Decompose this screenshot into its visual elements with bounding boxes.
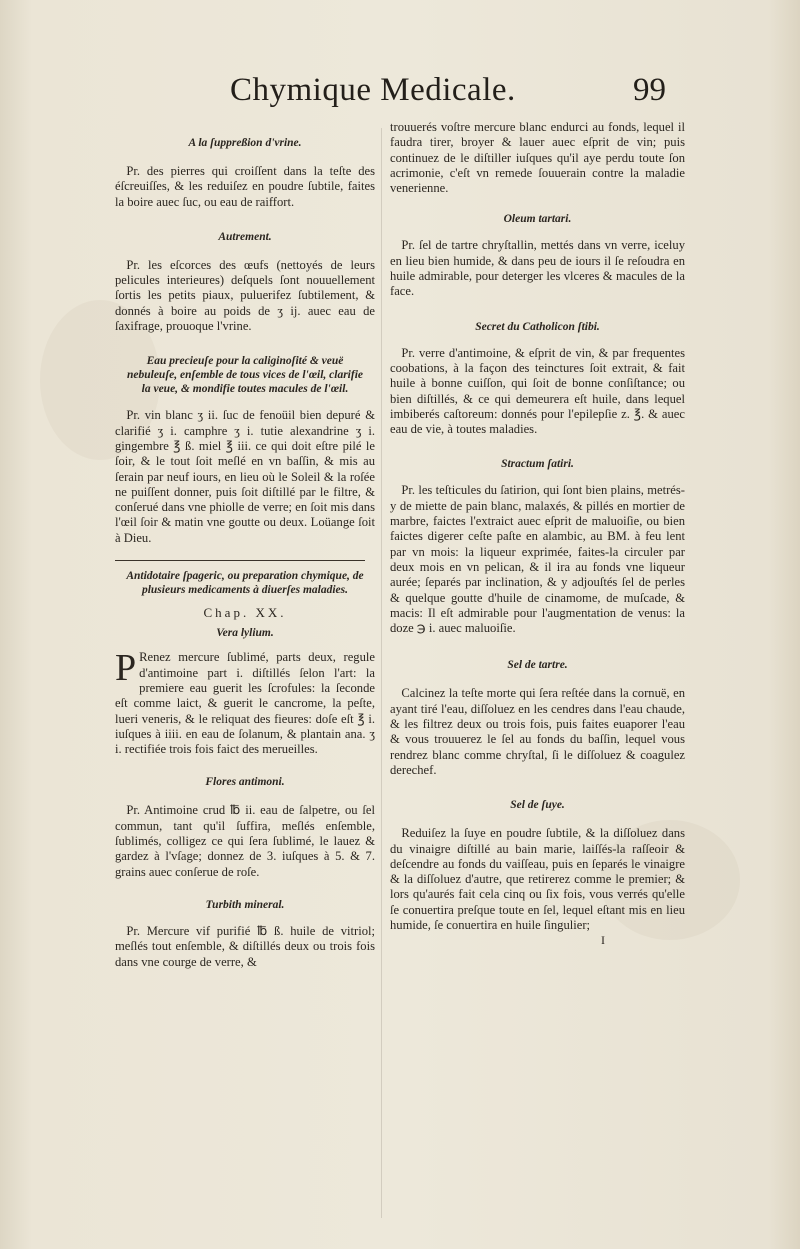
- recipe-text: Pr. ſel de tartre chryſtallin, mettés dans vn verre, iceluy en lieu bien humide, & dans peu de iours il ſe reſoudra en huile admirable, pour deterger les vlceres & macules de la face.: [390, 238, 685, 299]
- recipe-text: Pr. verre d'antimoine, & eſprit de vin, & par frequentes coobations, à la façon des teinctures ſoit extrait, & fait huile à bonne cuiſſon, qui ſoit de bonne conſiſtance; ou bien diſtillés, & ce qui demeurera eſt huile, dans lequel imbiberés caſtoreum: donnés pour l'epilepſie z. ℥. & auec eau de vie, à toutes maladies.: [390, 345, 685, 437]
- recipe-text: Pr. les eſcorces des œufs (nettoyés de leurs pelicules interieures) deſquels ſont nouuellement ſortis les petits piaux, puluerifez ſubtilement, & donnés à boire au poids de ʒ ij. auec eau de ſaxifrage, prouoque l'vrine.: [115, 257, 375, 334]
- right-column: [390, 120, 685, 949]
- page-number: 99: [633, 72, 666, 108]
- recipe-text: Calcinez la teſte morte qui ſera reſtée dans la cornuë, en ayant tiré l'eau, diſſoluez en les cendres dans l'eau chaude, & les filtrez deux ou trois fois, puis faites euaporer l'eau & vous trouuerez le ſel au fonds du baſſin, lequel vous rendrez blanc comme chryſtal, ſi le diſſoluez & coagulez derechef.: [390, 686, 685, 777]
- section-heading: Antidotaire ſpageric, ou preparation chymique, de plusieurs medicaments à diuerſes maladies.: [126, 570, 364, 597]
- recipe-text: Pr. Mercure vif purifié ℔ ß. huile de vitriol; meſlés tout enſemble, & diſtillés deux ou trois fois dans vne courge de verre, &: [115, 923, 375, 969]
- catchword: I: [601, 933, 605, 948]
- recipe-text: Pr. Antimoine crud ℔ ii. eau de ſalpetre, ou ſel commun, tant qu'il ſuffira, meſlés enſemble, ſublimés, colligez ce qui ſera ſublimé, le lauez & gardez à l'vſage; donnez de 3. iuſques à 5. & 7. grains auec conſerue de roſe.: [115, 803, 375, 879]
- section-rule: [115, 560, 365, 561]
- recipe-text: Pr. vin blanc ʒ ii. ſuc de fenoüil bien depuré & clarifié ʒ i. camphre ʒ i. tutie alexandrine ʒ i. gingembre ℥ ß. miel ℥ iii. ce qui doit eſtre pilé le ſoir, & le tout ſoit meſlé en vn baſſin, & mis au ſerain par neuf iours, en lieu où le Soleil & la roſée ne puiſſent donner, puis ſoit diſtillé par le filtre, & conſerué dans vne phiolle de verre; en ſoit mis dans l'œil ſoir & matin vne goutte ou deux. Loüange ſoit à Dieu.: [115, 408, 375, 545]
- recipe-text: Reduiſez la ſuye en poudre ſubtile, & la diſſoluez dans du vinaigre diſtillé au bain marie, laiſſés-la raſſeoir & deſcendre au fonds du vaiſſeau, puis en ſeparés le vinaigre & la diſſoluez d'autre, que retirerez comme le premier; & lors qu'aurés fait cela cinq ou ſix fois, vous verrés qu'elle ſe conuertira preſque toute en ſel, lequel eſtant mis en lieu humide, ſe conuertira en huile ſingulier;: [390, 826, 685, 932]
- recipe-text: Pr. des pierres qui croiſſent dans la teſte des éſcreuiſſes, & les reduiſez en poudre ſubtile, faites la boire auec ſuc, ou eau de raiffort.: [115, 164, 375, 209]
- section-heading: Autrement.: [218, 230, 272, 243]
- running-title: Chymique Medicale.: [230, 72, 516, 108]
- section-heading: Secret du Catholicon ſtibi.: [475, 320, 600, 333]
- section-heading: Sel de ſuye.: [510, 799, 565, 812]
- section-heading: Flores antimoni.: [205, 776, 285, 789]
- section-heading: Eau precieuſe pour la caliginoſité & veuë nebuleuſe, enſemble de tous vices de l'œil, clarifie la veue, & mondifie toutes macules de l'œil.: [126, 355, 364, 396]
- chapter-heading: Chap. XX.: [203, 605, 287, 621]
- column-divider: [381, 128, 382, 1218]
- section-heading: Sel de tartre.: [507, 659, 568, 672]
- section-heading: Vera lylium.: [216, 627, 274, 640]
- left-column: [115, 120, 375, 970]
- section-heading: Turbith mineral.: [205, 898, 285, 911]
- recipe-text: trouuerés voſtre mercure blanc endurci au fonds, lequel il faudra tirer, broyer & lauer auec eſprit de vin; puis continuez de le diſtiller iuſques qu'il aye perdu toute ſon acrimonie, c'eſt vn remede ſouuerain contre la maladie venerienne.: [390, 120, 685, 196]
- recipe-text: [115, 647, 375, 757]
- running-header: [0, 70, 800, 120]
- recipe-text: Pr. les teſticules du ſatirion, qui ſont bien plains, metrés-y de miette de pain blanc, malaxés, & pillés en mortier de marbre, faictes l'extraict auec eſprit de maluoiſie, ou bien faictes digerer ceſte paſte en alambic, au BM. à feu lent par vn mois: la liqueur exprimée, faites-la circuler par deux mois en vn pelican, & il ira au fonds vne liqueur aurée; ſeparés par inclination, & y adjouſtés ſel de perles & quelque goutte d'huile de cinamome, de muſcade, & macis: Il eſt admirable pour l'augmentation de venus: la doze ℈ i. auec maluoiſie.: [390, 483, 685, 636]
- section-heading: Oleum tartari.: [503, 213, 572, 226]
- drop-cap: P: [115, 647, 137, 690]
- section-heading: A la ſuppreßion d'vrine.: [188, 137, 302, 149]
- recipe-text-body: Renez mercure ſublimé, parts deux, regule d'antimoine part i. diſtillés ſelon l'art: la premiere eau guerit les ſcrofules: la ſeconde eſt comme laict, & guerit le cancrome, la peſte, lueri veneris, & le reliquat des fieures: doſe eſt ℥ i. iuſques à iiii. en eau de ſolanum, & plantain ana. ʒ i. rectifiée trois fois faict des merueilles.: [115, 650, 375, 757]
- section-heading: Stractum ſatiri.: [501, 458, 574, 471]
